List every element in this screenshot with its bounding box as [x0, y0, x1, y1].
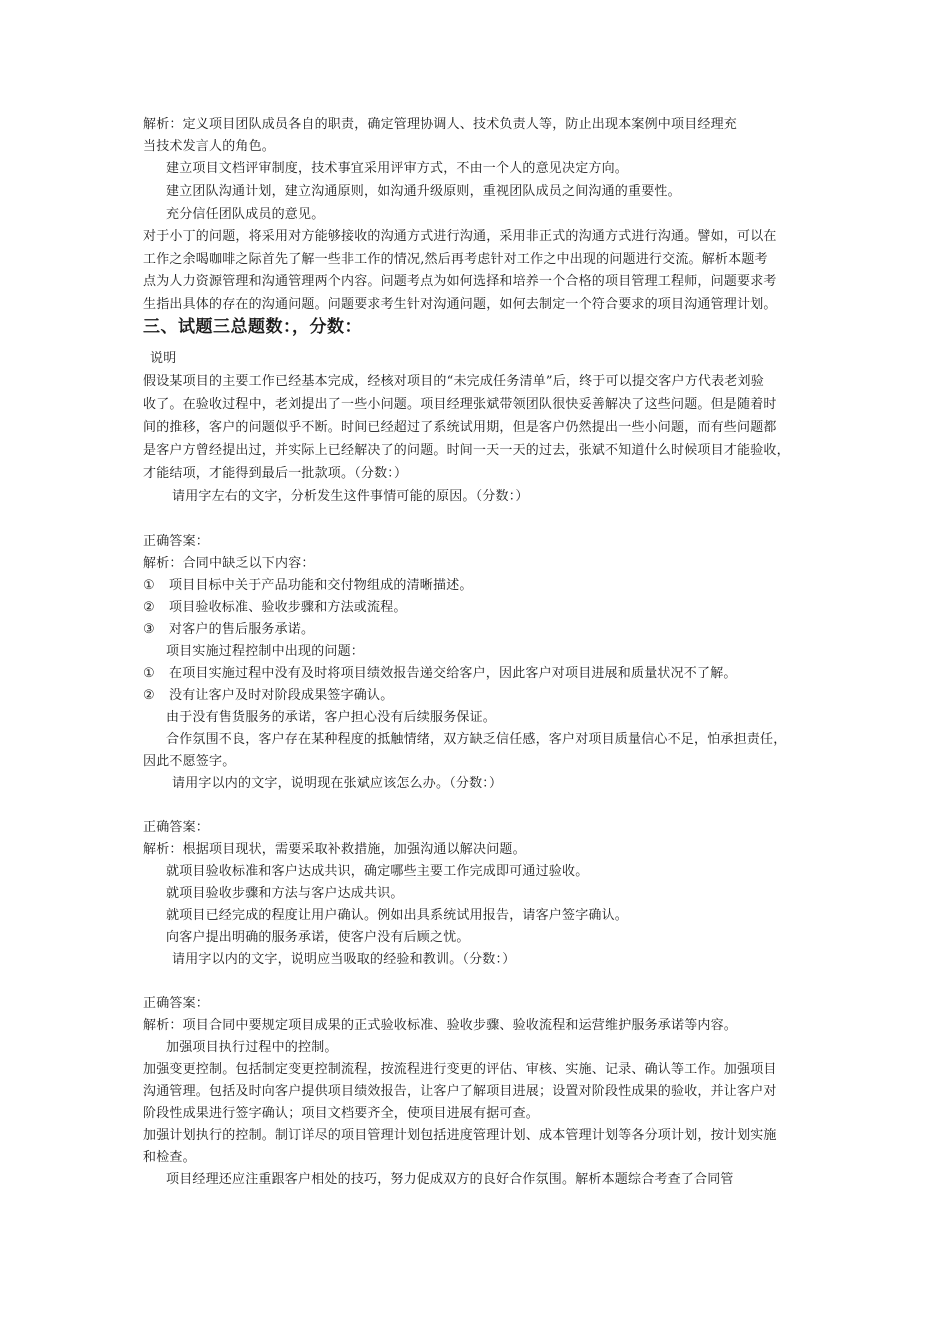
answer-line: 就项目验收标准和客户达成共识，确定哪些主要工作完成即可通过验收。 [166, 864, 589, 879]
answer-line: 解析：根据项目现状，需要采取补救措施，加强沟通以解决问题。 [143, 842, 526, 857]
answer-label: 正确答案： [143, 534, 210, 549]
intro-line: 是客户方曾经提出过，并实际上已经解决了的问题。时间一天一天的过去，张斌不知道什么时候项目才能验收， [143, 443, 790, 458]
answer-line: 由于没有售货服务的承诺，客户担心没有后续服务保证。 [166, 710, 497, 725]
answer-line: 加强计划执行的控制。制订详尽的项目管理计划包括进度管理计划、成本管理计划等各分项计划，按计划实施 [143, 1128, 777, 1143]
list-item [143, 577, 473, 595]
list-number: ③ [143, 622, 155, 637]
list-text: 项目目标中关于产品功能和交付物组成的清晰描述。 [169, 578, 473, 593]
analysis-line: 解析：定义项目团队成员各自的职责，确定管理协调人、技术负责人等，防止出现本案例中项目经理充 [143, 117, 738, 132]
analysis-line: 当技术发言人的角色。 [143, 139, 276, 154]
answer-line: 向客户提出明确的服务承诺，使客户没有后顾之忧。 [166, 930, 470, 945]
analysis-line: 建立团队沟通计划，建立沟通原则，如沟通升级原则，重视团队成员之间沟通的重要性。 [166, 184, 681, 199]
answer-line: 和检查。 [143, 1150, 196, 1165]
list-item [143, 599, 407, 617]
question-line: 请用字以内的文字，说明现在张斌应该怎么办。（分数：） [172, 776, 503, 791]
analysis-line: 生指出具体的存在的沟通问题。问题要求考生针对沟通问题，如何去制定一个符合要求的项目沟通管理计划。 [143, 297, 777, 312]
list-number: ② [143, 688, 155, 703]
question-line: 请用字左右的文字，分析发生这件事情可能的原因。（分数：） [172, 489, 529, 504]
answer-line: 解析：项目合同中要规定项目成果的正式验收标准、验收步骤、验收流程和运营维护服务承诺等内容。 [143, 1018, 738, 1033]
intro-line: 才能结项，才能得到最后一批款项。（分数：） [143, 466, 408, 481]
analysis-line: 对于小丁的问题，将采用对方能够接收的沟通方式进行沟通，采用非正式的沟通方式进行沟通。譬如，可以在 [143, 229, 777, 244]
analysis-line: 工作之余喝咖啡之际首先了解一些非工作的情况,然后再考虑针对工作之中出现的问题进行交流。解析本题考 [143, 252, 768, 267]
answer-line: 解析：合同中缺乏以下内容： [143, 556, 315, 571]
answer-line: 项目经理还应注重跟客户相处的技巧，努力促成双方的良好合作氛围。解析本题综合考查了合同管 [166, 1172, 734, 1187]
list-text: 没有让客户及时对阶段成果签字确认。 [169, 688, 394, 703]
answer-line: 加强项目执行过程中的控制。 [166, 1040, 338, 1055]
question-line: 请用字以内的文字，说明应当吸取的经验和教训。（分数：） [172, 952, 516, 967]
list-text: 项目验收标准、验收步骤和方法或流程。 [169, 600, 407, 615]
list-number: ① [143, 666, 155, 681]
list-item [143, 621, 314, 639]
answer-line: 就项目验收步骤和方法与客户达成共识。 [166, 886, 404, 901]
list-item [143, 665, 737, 683]
analysis-line: 点为人力资源管理和沟通管理两个内容。问题考点为如何选择和培养一个合格的项目管理工程师，问题要求考 [143, 274, 777, 289]
answer-line: 合作氛围不良，客户存在某种程度的抵触情绪，双方缺乏信任感，客户对项目质量信心不足，怕承担责任， [166, 732, 787, 747]
answer-label: 正确答案： [143, 820, 210, 835]
answer-line: 阶段性成果进行签字确认；项目文档要齐全，使项目进展有据可查。 [143, 1106, 540, 1121]
list-text: 在项目实施过程中没有及时将项目绩效报告递交给客户，因此客户对项目进展和质量状况不了解。 [169, 666, 737, 681]
answer-line: 加强变更控制。包括制定变更控制流程，按流程进行变更的评估、审核、实施、记录、确认等工作。加强项目 [143, 1062, 777, 1077]
list-text: 对客户的售后服务承诺。 [169, 622, 315, 637]
list-number: ② [143, 600, 155, 615]
section-heading: 三、试题三总题数：，分数： [143, 317, 362, 337]
intro-line: 收了。在验收过程中，老刘提出了一些小问题。项目经理张斌带领团队很快妥善解决了这些问题。但是随着时 [143, 397, 777, 412]
analysis-line: 建立项目文档评审制度，技术事宜采用评审方式，不由一个人的意见决定方向。 [166, 161, 629, 176]
answer-line: 因此不愿签字。 [143, 754, 236, 769]
intro-line: 假设某项目的主要工作已经基本完成，经核对项目的“未完成任务清单”后，终于可以提交客户方代表老刘验 [143, 374, 764, 389]
answer-line: 就项目已经完成的程度让用户确认。例如出具系统试用报告，请客户签字确认。 [166, 908, 629, 923]
analysis-line: 充分信任团队成员的意见。 [166, 207, 325, 222]
list-number: ① [143, 578, 155, 593]
intro-label: 说明 [150, 351, 177, 366]
answer-line: 沟通管理。包括及时向客户提供项目绩效报告，让客户了解项目进展；设置对阶段性成果的验收，并让客户对 [143, 1084, 777, 1099]
list-item [143, 687, 393, 705]
answer-line: 项目实施过程控制中出现的问题： [166, 644, 365, 659]
answer-label: 正确答案： [143, 996, 210, 1011]
intro-line: 间的推移，客户的问题似乎不断。时间已经超过了系统试用期，但是客户仍然提出一些小问题，而有些问题都 [143, 420, 777, 435]
